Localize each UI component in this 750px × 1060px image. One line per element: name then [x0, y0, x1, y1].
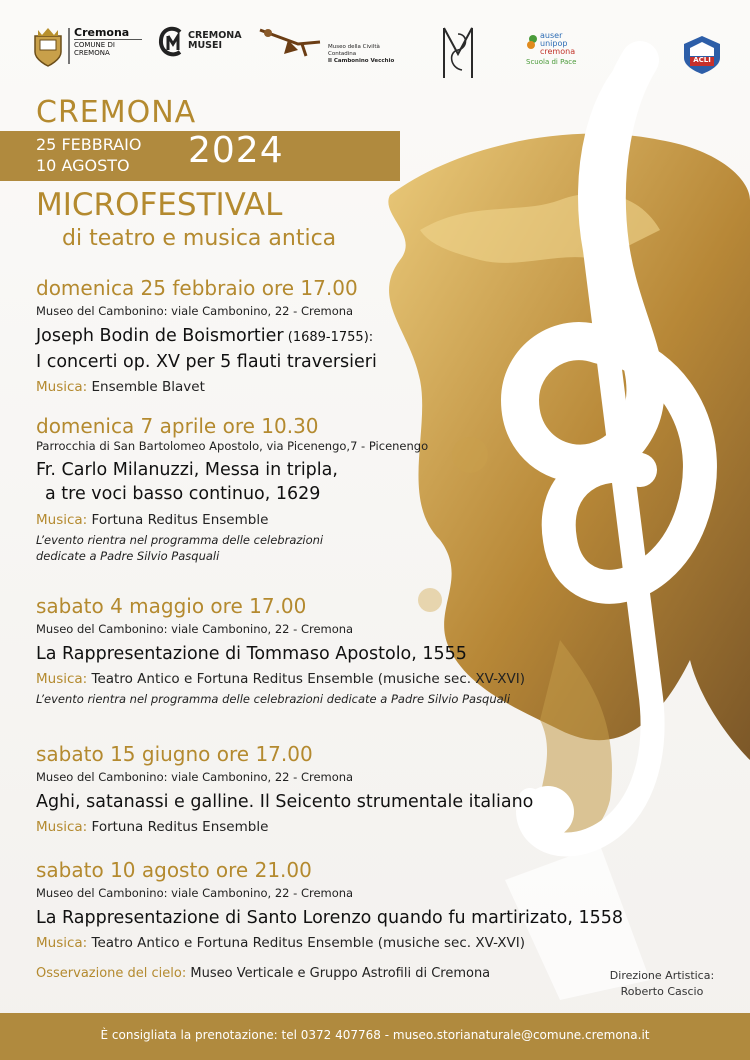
- event-title-line-2: a tre voci basso continuo, 1629: [45, 484, 321, 504]
- cambonino-line-1: Museo della Civiltà Contadina: [328, 44, 380, 57]
- event-music: [36, 377, 646, 397]
- event-title: [36, 324, 646, 350]
- event-place: Parrocchia di San Bartolomeo Apostolo, via Picenengo,7 - Picenengo: [36, 439, 429, 453]
- festival-title: MICROFESTIVAL: [36, 187, 283, 223]
- booking-info: È consigliata la prenotazione: tel 0372 407768 - museo.storianaturale@comune.cremona.it: [100, 1028, 650, 1042]
- music-label: Musica:: [36, 819, 88, 835]
- sky-observation: [36, 966, 490, 981]
- event-title: Fr. Carlo Milanuzzi, Messa in tripla,: [36, 460, 338, 480]
- event-music: [36, 817, 646, 837]
- event-title-part: Joseph Bodin de Boismortier: [36, 326, 284, 346]
- music-performer: Teatro Antico e Fortuna Reditus Ensemble (musiche sec. XV-XVI): [91, 671, 525, 687]
- auser-mark-icon: [526, 34, 540, 50]
- event-note: L’evento rientra nel programma delle celebrazioni: [36, 533, 324, 547]
- direction-name: Roberto Cascio: [620, 985, 704, 998]
- event-place: Museo del Cambonino: viale Cambonino, 22 - Cremona: [36, 770, 354, 784]
- acli-label: ACLI: [693, 56, 711, 64]
- city-title: CREMONA: [36, 95, 197, 130]
- ensemble-monogram-logo: [438, 24, 480, 82]
- auser-line-4: Scuola di Pace: [526, 58, 577, 66]
- coat-of-arms-icon: [32, 26, 64, 68]
- event-place: Museo del Cambonino: viale Cambonino, 22 - Cremona: [36, 622, 354, 636]
- event-5: [36, 858, 646, 953]
- event-music: [36, 669, 646, 689]
- auser-line-1: auser: [540, 31, 563, 40]
- event-date: sabato 15 giugno ore 17.00: [36, 742, 313, 766]
- event-3: [36, 594, 646, 707]
- direction-label: Direzione Artistica:: [609, 969, 715, 982]
- music-label: Musica:: [36, 379, 88, 395]
- music-label: Musica:: [36, 935, 88, 951]
- festival-subtitle: di teatro e musica antica: [62, 226, 337, 251]
- date-range: [36, 134, 141, 176]
- observation-text: Museo Verticale e Gruppo Astrofili di Cremona: [190, 966, 491, 981]
- artistic-direction: [600, 968, 724, 1000]
- date-end: 10 AGOSTO: [36, 156, 130, 175]
- date-start: 25 FEBBRAIO: [36, 135, 142, 154]
- observation-label: Osservazione del cielo:: [36, 966, 187, 981]
- event-date: domenica 7 aprile ore 10.30: [36, 414, 319, 438]
- event-title-years: (1689-1755):: [283, 330, 374, 345]
- event-2: [36, 414, 646, 564]
- event-note: L’evento rientra nel programma delle celebrazioni dedicate a Padre Silvio Pasquali: [36, 692, 511, 706]
- musei-mark-icon: [158, 26, 184, 60]
- event-1: [36, 276, 646, 397]
- partner-logos: [0, 22, 750, 92]
- event-title-line-2: I concerti op. XV per 5 flauti traversieri: [36, 352, 377, 372]
- comune-name: Cremona: [74, 26, 130, 39]
- music-label: Musica:: [36, 671, 88, 687]
- festival-year: 2024: [188, 130, 284, 171]
- event-title: La Rappresentazione di Tommaso Apostolo, 1555: [36, 644, 467, 664]
- musei-line-2: MUSEI: [188, 40, 223, 51]
- music-performer: Teatro Antico e Fortuna Reditus Ensemble (musiche sec. XV-XVI): [91, 935, 525, 951]
- event-note-line-2: dedicate a Padre Silvio Pasquali: [36, 549, 220, 563]
- monogram-icon: [438, 24, 480, 82]
- musei-line-1: CREMONA: [188, 30, 242, 41]
- music-performer: Fortuna Reditus Ensemble: [91, 512, 269, 528]
- event-title: La Rappresentazione di Santo Lorenzo quando fu martirizato, 1558: [36, 908, 624, 928]
- event-date: sabato 10 agosto ore 21.00: [36, 858, 312, 882]
- music-label: Musica:: [36, 512, 88, 528]
- event-place: Museo del Cambonino: viale Cambonino, 22 - Cremona: [36, 304, 354, 318]
- event-music: [36, 510, 646, 530]
- auser-line-3: cremona: [540, 47, 576, 56]
- music-performer: Ensemble Blavet: [91, 379, 205, 395]
- event-title: Aghi, satanassi e galline. Il Seicento strumentale italiano: [36, 792, 534, 812]
- event-4: [36, 742, 646, 837]
- event-date: sabato 4 maggio ore 17.00: [36, 594, 307, 618]
- music-performer: Fortuna Reditus Ensemble: [91, 819, 269, 835]
- event-music: [36, 933, 646, 953]
- auser-line-2: unipop: [540, 39, 568, 48]
- acli-logo: [682, 34, 722, 76]
- plough-icon: [258, 24, 324, 58]
- comune-label: COMUNE DI CREMONA: [74, 39, 142, 57]
- event-place: Museo del Cambonino: viale Cambonino, 22 - Cremona: [36, 886, 354, 900]
- event-date: domenica 25 febbraio ore 17.00: [36, 276, 358, 300]
- acli-shield-icon: [682, 34, 722, 76]
- cambonino-line-2: Il Cambonino Vecchio: [328, 58, 395, 64]
